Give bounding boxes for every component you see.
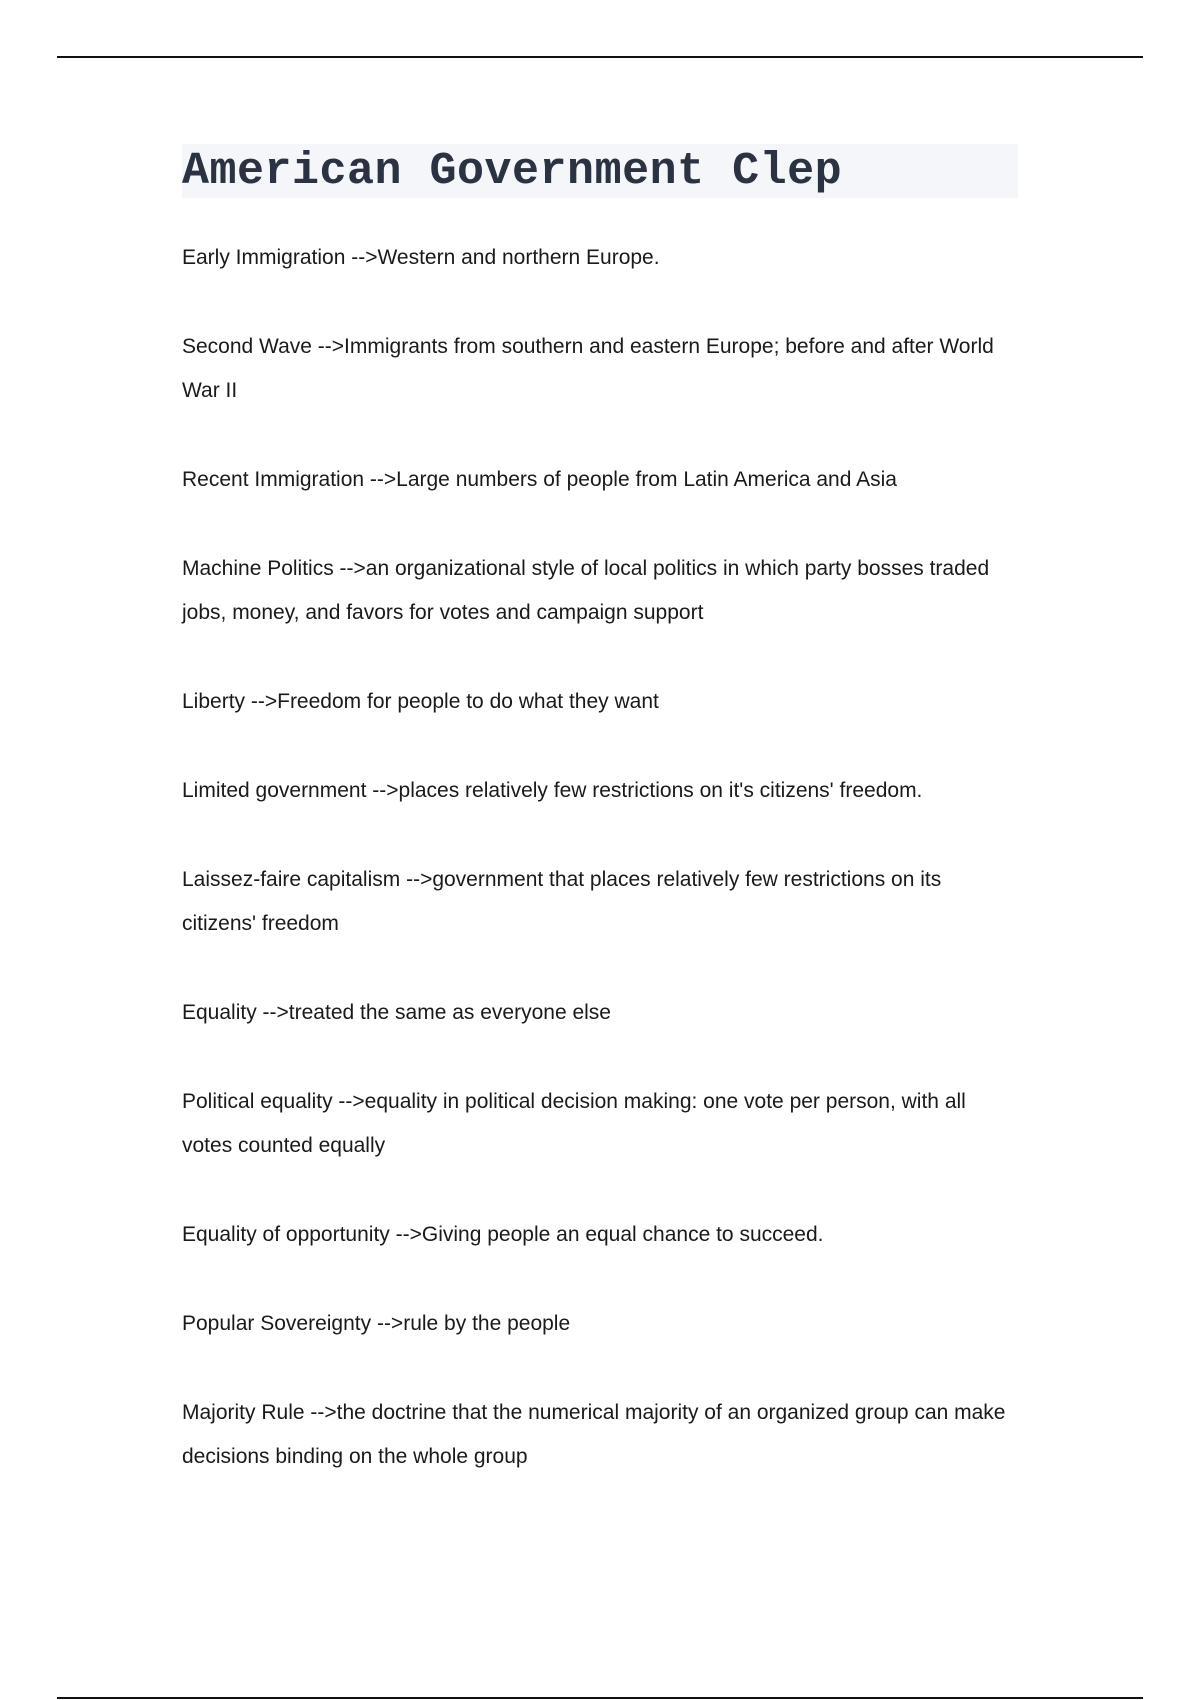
bottom-rule: [57, 1697, 1143, 1699]
top-rule: [57, 56, 1143, 58]
term-entry-recent-immigration: Recent Immigration -->Large numbers of people from Latin America and Asia: [182, 468, 897, 491]
term-entry-political-equality: Political equality -->equality in political decision making: one vote per person, with all votes counted equally: [182, 1090, 966, 1157]
term-entry-early-immigration: Early Immigration -->Western and northern Europe.: [182, 246, 660, 269]
term-entry-equality-of-opportunity: Equality of opportunity -->Giving people an equal chance to succeed.: [182, 1223, 824, 1246]
page-title: American Government Clep: [182, 146, 843, 197]
term-entry-popular-sovereignty: Popular Sovereignty -->rule by the people: [182, 1312, 571, 1335]
term-entry-liberty: Liberty -->Freedom for people to do what they want: [182, 690, 659, 713]
term-entry-limited-government: Limited government -->places relatively few restrictions on it's citizens' freedom.: [182, 779, 923, 802]
term-entry-equality: Equality -->treated the same as everyone else: [182, 1001, 611, 1024]
term-list: [182, 236, 1012, 1524]
term-entry-laissez-faire-capitalism: Laissez-faire capitalism -->government that places relatively few restrictions on its citizens' freedom: [182, 868, 942, 935]
term-entry-majority-rule: Majority Rule -->the doctrine that the numerical majority of an organized group can make decisions binding on the whole group: [182, 1401, 1006, 1468]
term-entry-second-wave: Second Wave -->Immigrants from southern and eastern Europe; before and after World War II: [182, 335, 994, 402]
term-entry-machine-politics: Machine Politics -->an organizational style of local politics in which party bosses traded jobs, money, and favors for votes and campaign support: [182, 557, 990, 624]
